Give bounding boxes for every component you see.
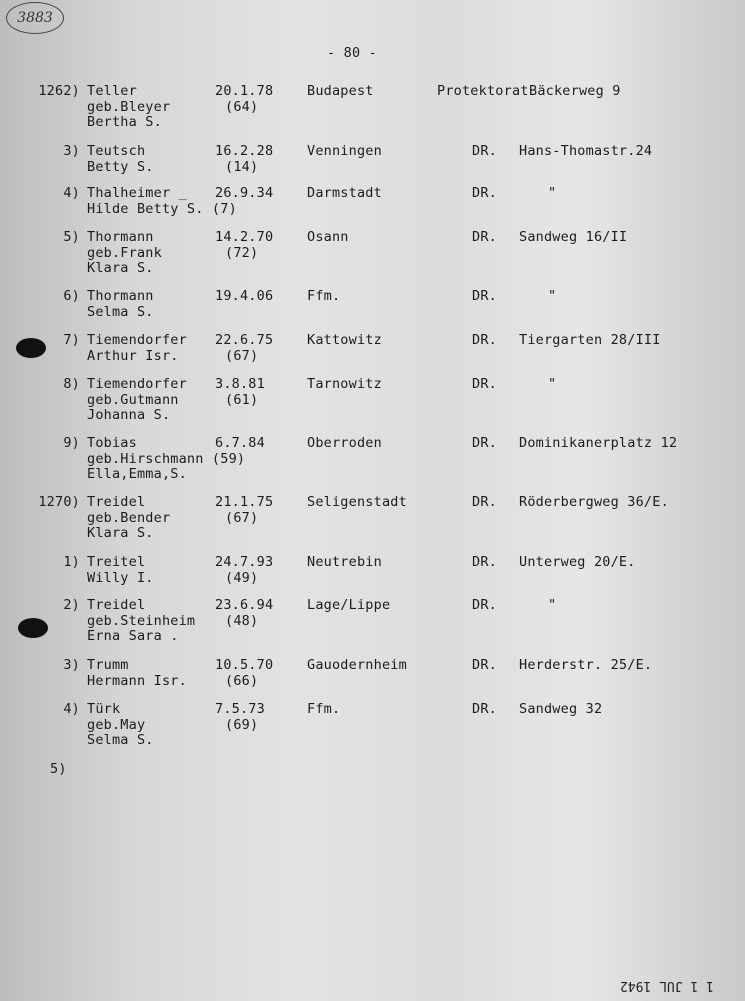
entry-name-line: Teutsch (87, 143, 146, 159)
entry-age: (48) (225, 612, 259, 629)
entry-name-line: Willy I. (87, 569, 154, 586)
entry-name-line: Treitel (87, 554, 146, 570)
entry-address: Unterweg 20/E. (519, 554, 636, 570)
entry-birthdate: 23.6.94 (215, 597, 274, 613)
entry-name-line: Teller (87, 83, 137, 99)
entry-name-line: Treidel (87, 494, 146, 510)
entry-destination: DR. (472, 185, 497, 201)
entry-birthdate: 22.6.75 (215, 332, 274, 348)
footer-code: 1 1 JUL 1942 (620, 978, 714, 993)
entry-destination: DR. (472, 143, 497, 159)
entry-birthplace: Darmstadt (307, 185, 382, 201)
entry-name-line: Klara S. (87, 260, 154, 276)
entry-birthplace: Seligenstadt (307, 494, 407, 510)
entry-destination: DR. (472, 701, 497, 717)
entry-number: 6) (63, 288, 80, 304)
entry-address: Sandweg 32 (519, 701, 603, 717)
entry-destination: DR. (472, 229, 497, 245)
entry-name-line: Selma S. (87, 303, 154, 320)
entry-number: 1270) (38, 494, 80, 510)
entry-age: (64) (225, 98, 259, 115)
entry-birthdate: 10.5.70 (215, 657, 274, 673)
entry-name-line: Ella,Emma,S. (87, 466, 187, 482)
entry-number: 8) (63, 376, 80, 392)
entry-birthplace: Tarnowitz (307, 376, 382, 392)
entry-name-line: geb.Bender (87, 509, 171, 526)
entry-number: 1) (63, 554, 80, 570)
entry-age: (72) (225, 244, 259, 261)
page-number: - 80 - (327, 45, 377, 61)
entry-name-line: Tiemendorfer (87, 376, 187, 392)
entry-name-line: geb.Hirschmann (59) (87, 450, 246, 467)
entry-birthplace: Oberroden (307, 435, 382, 451)
entry-name-line: Türk (87, 701, 121, 717)
entry-birthdate: 21.1.75 (215, 494, 274, 510)
entry-address: " (548, 376, 557, 392)
entry-birthplace: Budapest (307, 83, 374, 99)
entry-number: 3) (63, 657, 80, 673)
entry-birthdate: 6.7.84 (215, 435, 265, 451)
entry-name-line: geb.May (87, 716, 146, 733)
entry-name-line: Trumm (87, 657, 129, 673)
archive-stamp: 3883 (6, 2, 64, 34)
entry-name-line: Tiemendorfer (87, 332, 187, 348)
entry-name-line: Klara S. (87, 525, 154, 541)
entry-birthdate: 20.1.78 (215, 83, 274, 99)
entry-age: (49) (225, 569, 259, 586)
entry-destination: DR. (472, 332, 497, 348)
entry-name-line: Selma S. (87, 732, 154, 748)
entry-destination: DR. (472, 657, 497, 673)
entry-age: (67) (225, 347, 259, 364)
entry-address: Bäckerweg 9 (529, 83, 621, 99)
entry-birthdate: 7.5.73 (215, 701, 265, 717)
entry-name-line: geb.Gutmann (87, 391, 179, 408)
entry-age: (67) (225, 509, 259, 526)
entry-name-line: Bertha S. (87, 114, 162, 130)
punch-hole (18, 618, 48, 638)
entry-address: Tiergarten 28/III (519, 332, 661, 348)
entry-name-line: geb.Bleyer (87, 98, 171, 115)
entry-number: 4) (63, 701, 80, 717)
entry-birthplace: Venningen (307, 143, 382, 159)
entry-number: 5) (63, 229, 80, 245)
entry-address: Sandweg 16/II (519, 229, 628, 245)
entry-name-line: Tobias (87, 435, 137, 451)
entry-birthplace: Ffm. (307, 701, 341, 717)
entry-name-line: Thormann (87, 288, 154, 304)
entry-age: (66) (225, 672, 259, 689)
entry-birthdate: 19.4.06 (215, 288, 274, 304)
entry-destination: DR. (472, 435, 497, 451)
entry-birthplace: Osann (307, 229, 349, 245)
entry-name-line: Arthur Isr. (87, 347, 179, 364)
entry-number: 9) (63, 435, 80, 451)
entry-age: (69) (225, 716, 259, 733)
entry-number: 4) (63, 185, 80, 201)
entry-birthdate: 26.9.34 (215, 185, 274, 201)
punch-hole (16, 338, 46, 358)
entry-destination: DR. (472, 554, 497, 570)
trailing-number: 5) (50, 761, 67, 777)
entry-birthdate: 14.2.70 (215, 229, 274, 245)
entry-name-line: geb.Frank (87, 244, 162, 261)
entry-name-line: Thormann (87, 229, 154, 245)
entry-destination: DR. (472, 376, 497, 392)
entry-number: 7) (63, 332, 80, 348)
entry-destination: DR. (472, 288, 497, 304)
entry-address: Röderbergweg 36/E. (519, 494, 669, 510)
entry-destination: Protektorat (437, 83, 529, 99)
entry-address: " (548, 185, 557, 201)
entry-number: 3) (63, 143, 80, 159)
entry-birthdate: 16.2.28 (215, 143, 274, 159)
entry-name-line: Hermann Isr. (87, 672, 187, 689)
entry-address: Dominikanerplatz 12 (519, 435, 678, 451)
entry-destination: DR. (472, 494, 497, 510)
entry-birthdate: 3.8.81 (215, 376, 265, 392)
entry-birthplace: Ffm. (307, 288, 341, 304)
entry-address: " (548, 597, 557, 613)
entry-birthplace: Kattowitz (307, 332, 382, 348)
entry-birthplace: Neutrebin (307, 554, 382, 570)
entry-name-line: Betty S. (87, 158, 154, 175)
entry-destination: DR. (472, 597, 497, 613)
entry-name-line: Hilde Betty S. (7) (87, 200, 237, 217)
entry-address: " (548, 288, 557, 304)
entry-name-line: Erna Sara . (87, 628, 179, 644)
entry-number: 2) (63, 597, 80, 613)
entry-name-line: geb.Steinheim (87, 612, 196, 629)
entry-name-line: Thalheimer _ (87, 185, 187, 201)
entry-birthplace: Lage/Lippe (307, 597, 391, 613)
entry-name-line: Treidel (87, 597, 146, 613)
entry-address: Hans-Thomastr.24 (519, 143, 653, 159)
entry-number: 1262) (38, 83, 80, 99)
entry-address: Herderstr. 25/E. (519, 657, 653, 673)
entry-age: (14) (225, 158, 259, 175)
entry-birthdate: 24.7.93 (215, 554, 274, 570)
entry-birthplace: Gauodernheim (307, 657, 407, 673)
entry-age: (61) (225, 391, 259, 408)
entry-name-line: Johanna S. (87, 407, 171, 423)
